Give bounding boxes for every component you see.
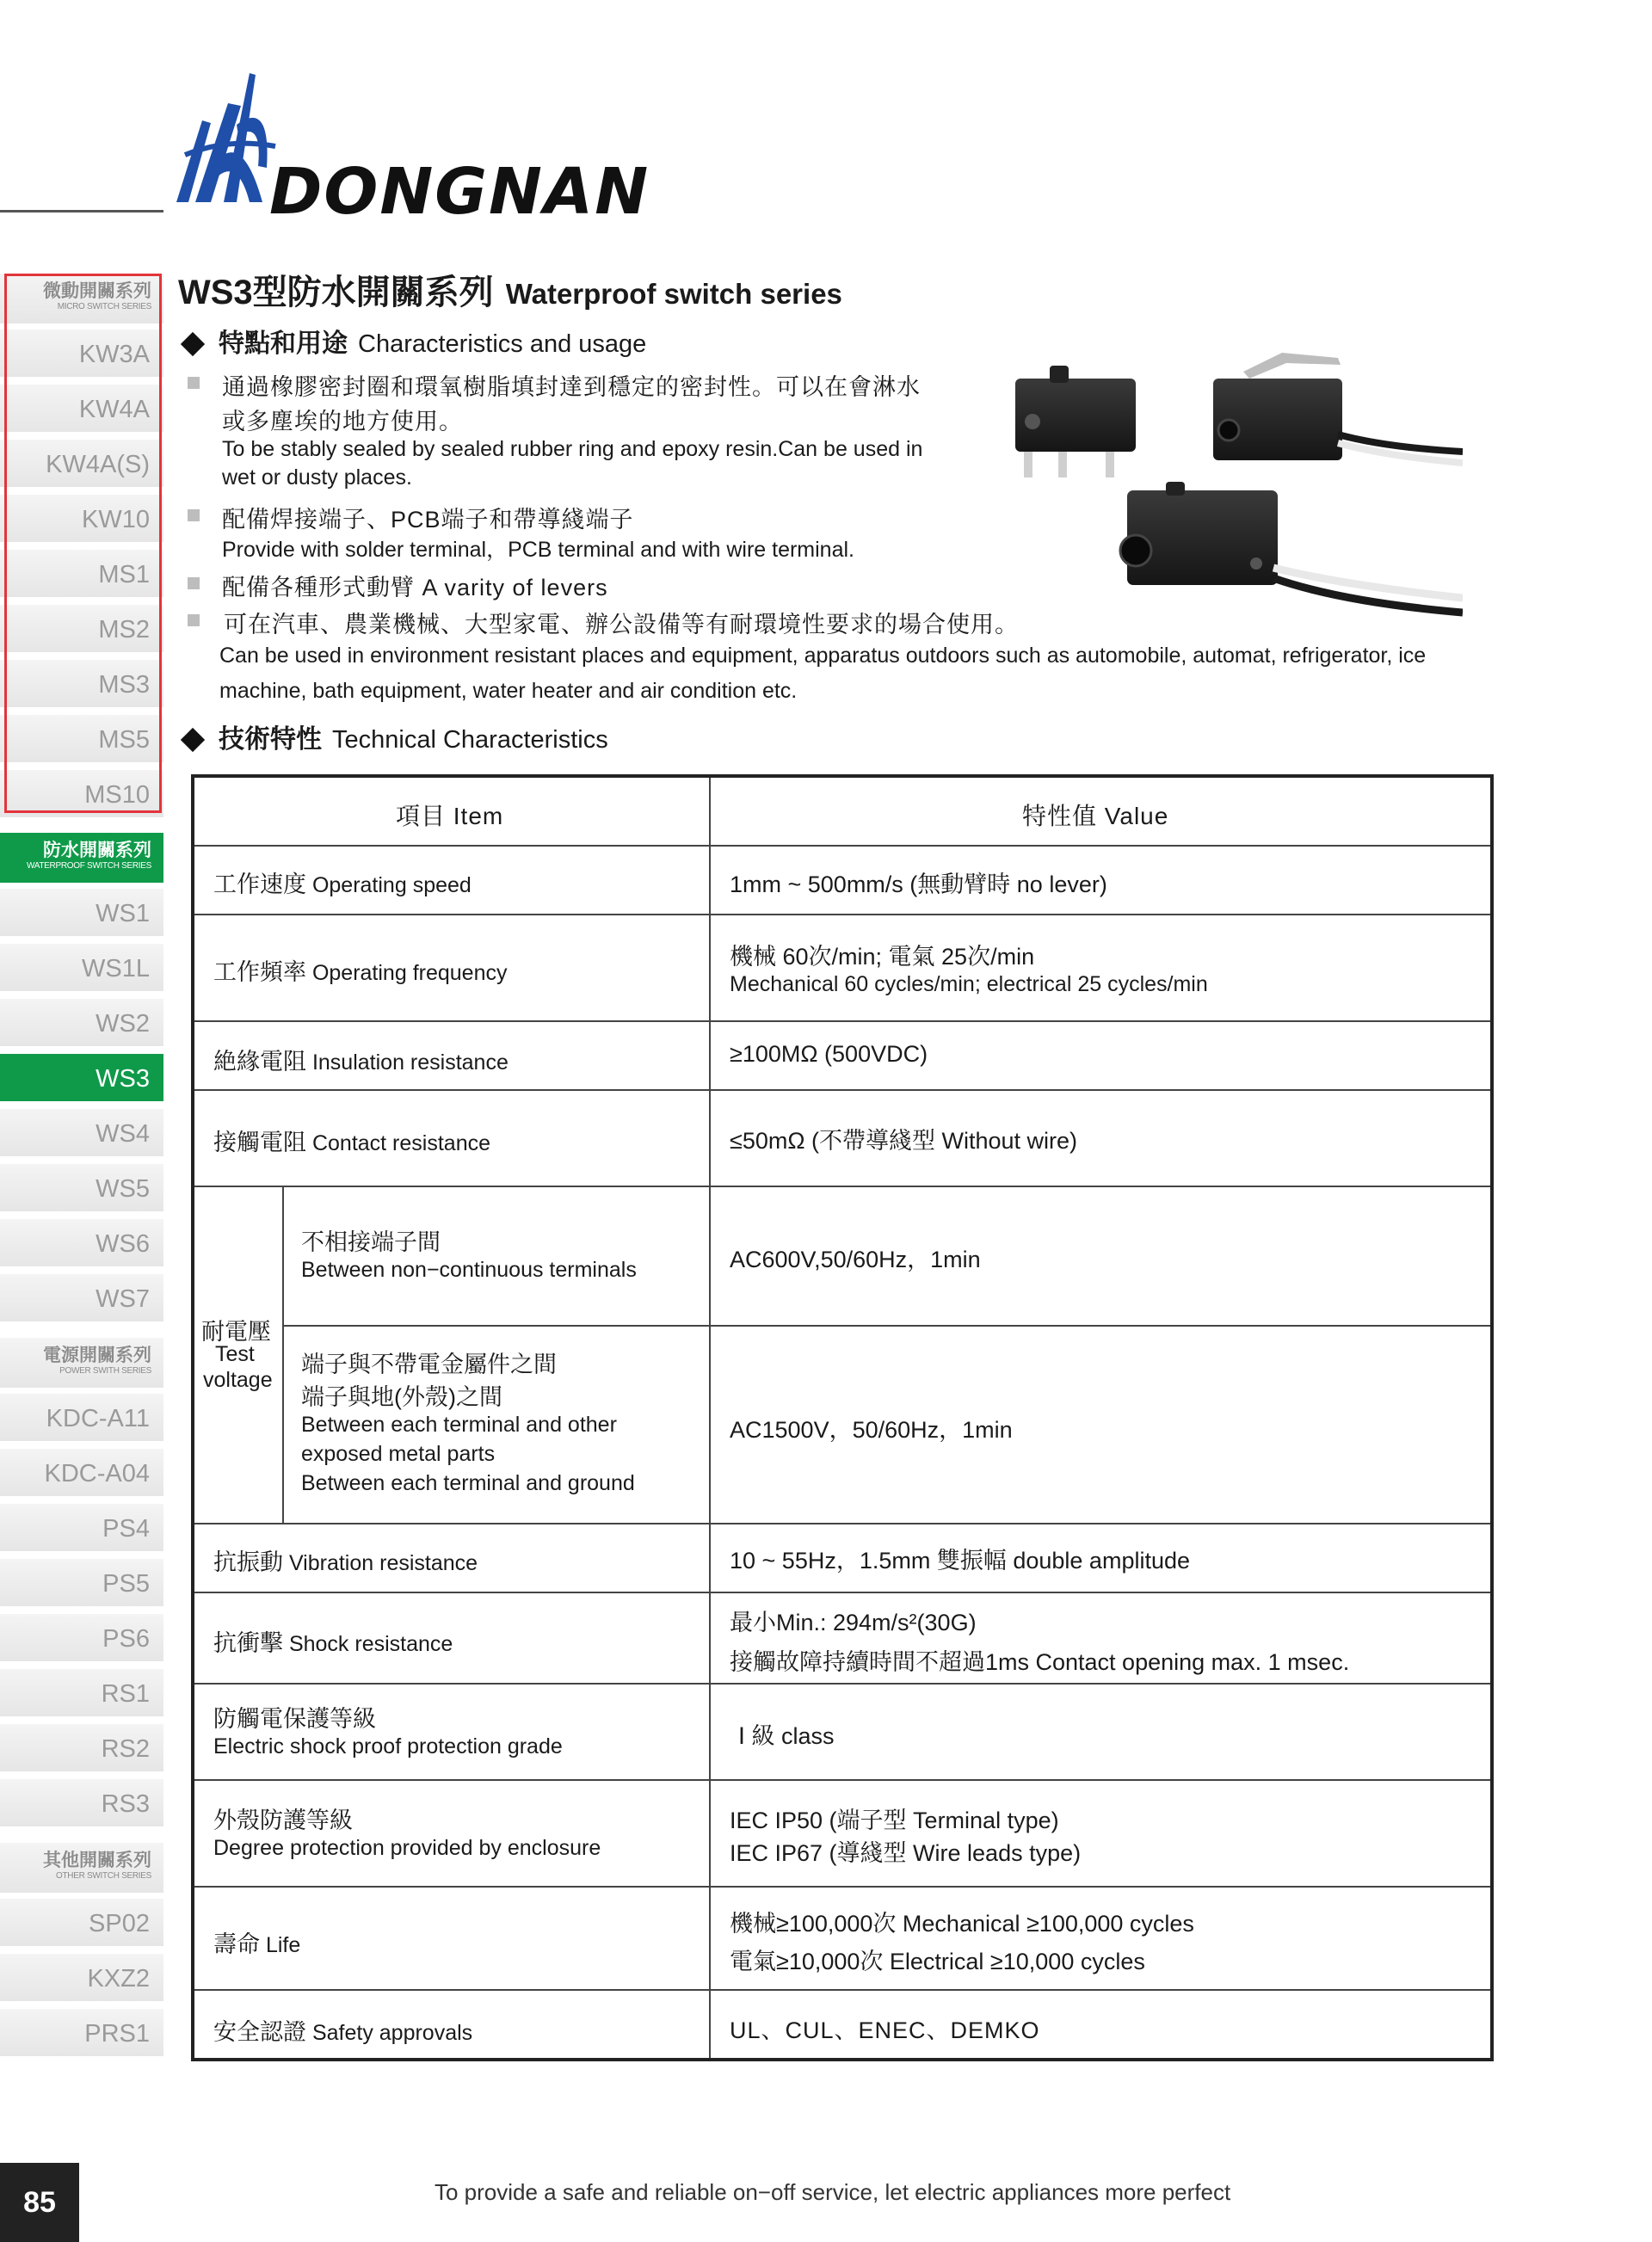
sidebar-header-sublabel: POWER SWITH SERIES (59, 1366, 151, 1376)
product-photo (998, 353, 1463, 637)
table-header-item: 項目 Item (396, 803, 504, 829)
table-divider (194, 1592, 1490, 1593)
table-row-contact-label: 接觸電阻 Contact resistance (213, 1130, 490, 1155)
page-number: 85 (0, 2163, 79, 2242)
sidebar-item-kw4a[interactable]: KW4A (0, 385, 163, 434)
footer-slogan: To provide a safe and reliable on−off service, let electric appliances more perfect (435, 2179, 1231, 2205)
voltage-sub2-value: AC1500V，50/60Hz，1min (730, 1417, 1013, 1443)
table-divider (194, 1523, 1490, 1524)
page-title (178, 265, 842, 314)
table-divider (194, 1089, 1490, 1091)
table-row-enclosure-value-2: IEC IP67 (導綫型 Wire leads type) (730, 1840, 1082, 1866)
sidebar-item-kdc-a11[interactable]: KDC-A11 (0, 1394, 163, 1444)
table-row-voltage-label-zh: 耐電壓 (201, 1319, 271, 1345)
feature-text: 配備焊接端子、PCB端子和帶導綫端子 (222, 507, 634, 533)
square-bullet-icon (188, 509, 200, 521)
table-row-vibration-label: 抗振動 Vibration resistance (213, 1549, 478, 1575)
feature-text: 或多塵埃的地方使用。 (222, 409, 463, 434)
sidebar-item-ps4[interactable]: PS4 (0, 1504, 163, 1554)
table-row-voltage-label-en1: Test (215, 1342, 255, 1366)
feature-text-en: machine, bath equipment, water heater and air condition etc. (219, 679, 798, 703)
table-divider (709, 778, 711, 2058)
sidebar-item-ws2[interactable]: WS2 (0, 999, 163, 1049)
table-row-protection-value: Ⅰ 級 class (738, 1723, 835, 1749)
table-row-voltage-label-en2: voltage (203, 1368, 273, 1392)
sidebar-item-ws4[interactable]: WS4 (0, 1109, 163, 1159)
sidebar-header-other (0, 1843, 163, 1893)
table-row-vibration-value: 10 ~ 55Hz，1.5mm 雙振幅 double amplitude (730, 1548, 1191, 1574)
table-row-speed-value: 1mm ~ 500mm/s (無動臂時 no lever) (730, 872, 1107, 897)
sidebar-header-micro (0, 274, 163, 323)
sidebar-item-ms10[interactable]: MS10 (0, 770, 163, 820)
voltage-sub2-label-en: Between each terminal and ground (301, 1471, 635, 1495)
sidebar-item-kdc-a04[interactable]: KDC-A04 (0, 1449, 163, 1499)
feature-text-en: To be stably sealed by sealed rubber ring and epoxy resin.Can be used in (222, 437, 923, 461)
table-divider (194, 1886, 1490, 1888)
voltage-sub2-label-en: Between each terminal and other (301, 1413, 617, 1437)
sidebar-item-rs3[interactable]: RS3 (0, 1779, 163, 1829)
diamond-bullet-icon (181, 728, 205, 752)
sidebar-header-sublabel: WATERPROOF SWITCH SERIES (26, 861, 151, 871)
table-divider (194, 1779, 1490, 1781)
square-bullet-icon (188, 614, 200, 626)
table-row-frequency-value-en: Mechanical 60 cycles/min; electrical 25 cycles/min (730, 972, 1208, 996)
table-row-life-value-2: 電氣≥10,000次 Electrical ≥10,000 cycles (730, 1949, 1145, 1974)
table-divider (194, 1683, 1490, 1685)
sidebar-item-ms1[interactable]: MS1 (0, 550, 163, 600)
feature-text-en: Can be used in environment resistant places and equipment, apparatus outdoors such as automobile, automat, refrigerator, ice (219, 644, 1427, 668)
sidebar-item-ms3[interactable]: MS3 (0, 660, 163, 710)
technical-heading-zh: 技術特性 (219, 725, 322, 754)
table-row-life-value: 機械≥100,000次 Mechanical ≥100,000 cycles (730, 1911, 1194, 1937)
sidebar-item-ws1[interactable]: WS1 (0, 889, 163, 939)
sidebar-item-kw3a[interactable]: KW3A (0, 330, 163, 379)
sidebar-item-prs1[interactable]: PRS1 (0, 2009, 163, 2059)
sidebar-item-ws3[interactable]: WS3 (0, 1054, 163, 1104)
square-bullet-icon (188, 577, 200, 589)
sidebar-item-kw4as[interactable]: KW4A(S) (0, 440, 163, 490)
table-row-insulation-value: ≥100MΩ (500VDC) (730, 1041, 928, 1067)
sidebar-header-label: 微動開關系列 (43, 280, 151, 301)
feature-text: 配備各種形式動臂 A varity of levers (222, 575, 608, 601)
voltage-sub2-label: 端子與地(外殼)之間 (301, 1384, 502, 1410)
feature-text-en: wet or dusty places. (222, 465, 412, 490)
table-row-speed-label: 工作速度 Operating speed (213, 872, 472, 897)
voltage-sub1-label: 不相接端子間 (301, 1229, 441, 1255)
voltage-sub2-label: 端子與不帶電金屬件之間 (301, 1352, 557, 1377)
sidebar-item-ps5[interactable]: PS5 (0, 1559, 163, 1609)
sidebar-item-kw10[interactable]: KW10 (0, 495, 163, 545)
table-row-shock-label: 抗衝擊 Shock resistance (213, 1630, 453, 1656)
page-title-en: Waterproof switch series (505, 278, 842, 310)
sidebar-item-ms5[interactable]: MS5 (0, 715, 163, 765)
table-row-frequency-label: 工作頻率 Operating frequency (213, 959, 508, 985)
table-row-frequency-value: 機械 60次/min; 電氣 25次/min (730, 944, 1035, 970)
voltage-sub2-label-en: exposed metal parts (301, 1442, 496, 1466)
table-divider (194, 1186, 1490, 1187)
sidebar-item-ws5[interactable]: WS5 (0, 1164, 163, 1214)
sidebar-header-label: 其他開關系列 (43, 1850, 151, 1870)
sidebar-item-kxz2[interactable]: KXZ2 (0, 1954, 163, 2004)
sidebar-header-sublabel: MICRO SWITCH SERIES (57, 302, 151, 311)
table-row-enclosure-label: 外殼防護等級 (213, 1808, 353, 1833)
voltage-sub1-value: AC600V,50/60Hz，1min (730, 1247, 981, 1272)
sidebar-item-sp02[interactable]: SP02 (0, 1899, 163, 1949)
technical-heading-en: Technical Characteristics (332, 726, 608, 754)
table-header-value: 特性值 Value (1022, 803, 1169, 829)
table-divider (282, 1325, 1490, 1327)
table-row-contact-value: ≤50mΩ (不帶導綫型 Without wire) (730, 1128, 1078, 1154)
table-row-protection-label: 防觸電保護等級 (213, 1706, 376, 1732)
page-title-zh: WS3型防水開關系列 (178, 274, 494, 311)
table-row-enclosure-value: IEC IP50 (端子型 Terminal type) (730, 1808, 1059, 1833)
voltage-sub1-label-en: Between non−continuous terminals (301, 1258, 637, 1282)
sidebar-item-ws6[interactable]: WS6 (0, 1219, 163, 1269)
sidebar-item-rs2[interactable]: RS2 (0, 1724, 163, 1774)
header-rule (0, 210, 163, 212)
technical-heading (179, 718, 608, 755)
sidebar-item-ms2[interactable]: MS2 (0, 605, 163, 655)
sidebar-item-rs1[interactable]: RS1 (0, 1669, 163, 1719)
characteristics-heading-zh: 特點和用途 (219, 330, 348, 358)
feature-text-en: Provide with solder terminal，PCB terminal and with wire terminal. (222, 538, 854, 562)
sidebar-header-power (0, 1338, 163, 1388)
table-row-shock-value: 最小Min.: 294m/s²(30G) (730, 1610, 977, 1635)
sidebar-header-sublabel: OTHER SWITCH SERIES (56, 1871, 151, 1881)
feature-text: 可在汽車、農業機械、大型家電、辦公設備等有耐環境性要求的場合使用。 (224, 612, 1019, 637)
square-bullet-icon (188, 377, 200, 389)
table-row-life-label: 壽命 Life (213, 1931, 301, 1957)
table-divider (194, 845, 1490, 847)
sidebar-header-label: 電源開關系列 (43, 1345, 151, 1365)
table-row-safety-value: UL、CUL、ENEC、DEMKO (730, 2017, 1040, 2043)
table-divider (194, 914, 1490, 915)
table-row-safety-label: 安全認證 Safety approvals (213, 2019, 473, 2045)
characteristics-heading-en: Characteristics and usage (358, 330, 647, 358)
table-row-insulation-label: 絶緣電阻 Insulation resistance (213, 1049, 509, 1075)
sidebar-item-ws7[interactable]: WS7 (0, 1274, 163, 1324)
table-divider (282, 1187, 284, 1524)
characteristics-heading (179, 322, 646, 360)
sidebar-header-waterproof (0, 833, 163, 883)
sidebar-header-label: 防水開關系列 (43, 840, 151, 860)
diamond-bullet-icon (181, 332, 205, 356)
technical-table (191, 774, 1494, 2061)
table-row-enclosure-label-en: Degree protection provided by enclosure (213, 1836, 601, 1860)
table-divider (194, 1020, 1490, 1022)
feature-text: 通過橡膠密封圈和環氧樹脂填封達到穩定的密封性。可以在會淋水 (222, 374, 921, 400)
table-row-shock-value-2: 接觸故障持續時間不超過1ms Contact opening max. 1 msec. (730, 1649, 1350, 1675)
table-row-protection-label-en: Electric shock proof protection grade (213, 1734, 563, 1758)
sidebar-item-ps6[interactable]: PS6 (0, 1614, 163, 1664)
sidebar-item-ws1l[interactable]: WS1L (0, 944, 163, 994)
table-divider (194, 1989, 1490, 1991)
brand-name: DONGNAN (269, 155, 650, 229)
